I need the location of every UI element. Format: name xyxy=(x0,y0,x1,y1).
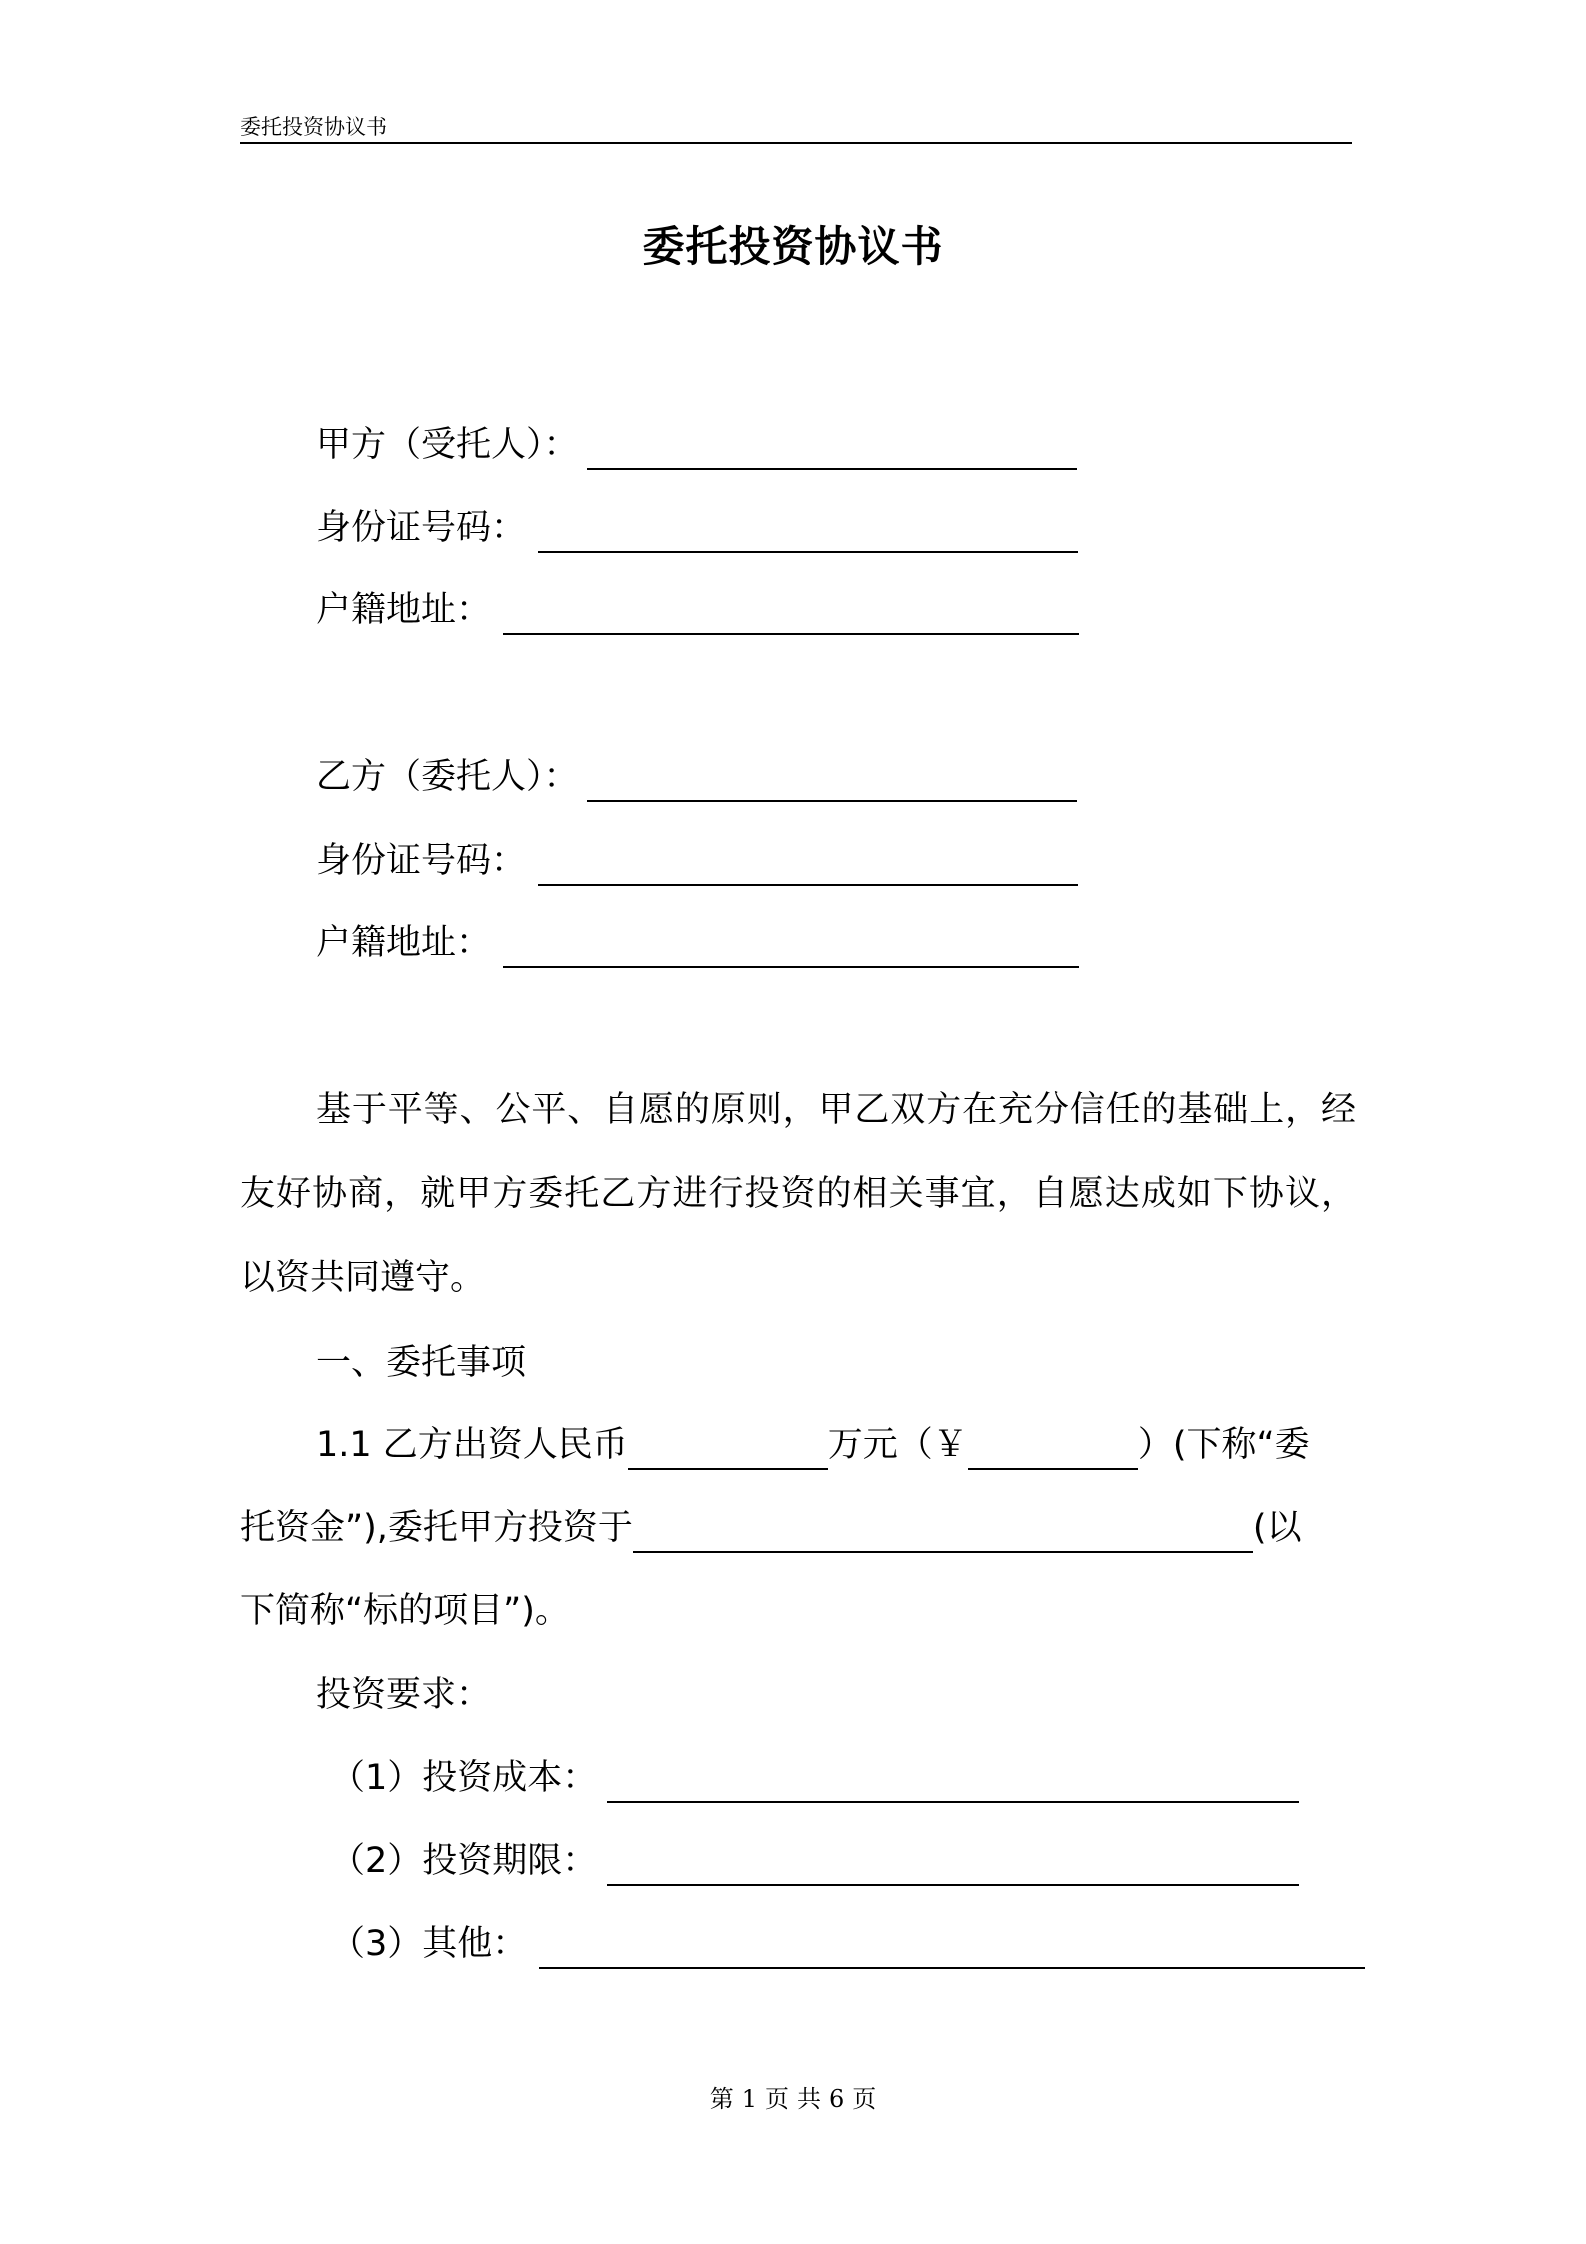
party-b-id-label: 身份证号码： xyxy=(316,841,527,881)
party-a-id-row xyxy=(316,503,1078,553)
party-a-name-field[interactable] xyxy=(587,428,1077,470)
running-header-title: 委托投资协议书 xyxy=(240,115,387,139)
requirement-cost-label: （1）投资成本： xyxy=(330,1758,598,1798)
investment-other-field[interactable] xyxy=(539,1927,1365,1969)
clause-1-1-text-3: ）(下称“委 xyxy=(1137,1425,1310,1465)
party-b-address-row xyxy=(316,918,1079,968)
party-b-id-field[interactable] xyxy=(538,844,1078,886)
requirement-term-label: （2）投资期限： xyxy=(330,1841,598,1881)
investment-target-field[interactable] xyxy=(633,1511,1253,1553)
party-a-address-label: 户籍地址： xyxy=(316,590,492,630)
page-footer xyxy=(0,2082,1586,2116)
party-b-name-label: 乙方（委托人）： xyxy=(316,757,579,797)
footer-total-prefix: 共 xyxy=(797,2085,821,2113)
clause-1-1-text-5: (以 xyxy=(1252,1508,1302,1548)
footer-total-word: 页 xyxy=(852,2085,877,2113)
document-title: 委托投资协议书 xyxy=(642,222,944,271)
party-b-name-field[interactable] xyxy=(587,760,1077,802)
clause-1-1-line-3: 下简称“标的项目”)。 xyxy=(240,1591,570,1631)
footer-page-prefix: 第 xyxy=(709,2085,734,2113)
investment-term-field[interactable] xyxy=(607,1844,1299,1886)
running-header xyxy=(240,112,1352,144)
section-1-heading: 一、委托事项 xyxy=(316,1343,527,1383)
party-a-address-field[interactable] xyxy=(503,593,1079,635)
footer-page-number: 1 xyxy=(741,2085,757,2113)
party-b-name-row xyxy=(316,752,1077,802)
requirement-term-row xyxy=(330,1836,1299,1886)
party-b-address-field[interactable] xyxy=(503,926,1079,968)
requirement-other-label: （3）其他： xyxy=(330,1924,528,1964)
clause-1-1-text-2: 万元（￥ xyxy=(827,1425,968,1465)
requirement-other-row xyxy=(330,1919,1365,1969)
party-a-name-label: 甲方（受托人）： xyxy=(316,425,579,465)
investment-cost-field[interactable] xyxy=(607,1761,1299,1803)
party-b-address-label: 户籍地址： xyxy=(316,923,492,963)
footer-page-word: 页 xyxy=(765,2085,789,2113)
party-a-address-row xyxy=(316,585,1079,635)
investment-requirements-label: 投资要求： xyxy=(316,1675,492,1715)
party-a-name-row xyxy=(316,420,1077,470)
clause-1-1-text-4: 托资金”),委托甲方投资于 xyxy=(240,1508,633,1548)
footer-total-pages: 6 xyxy=(829,2085,845,2113)
clause-1-1-line-2 xyxy=(240,1503,1302,1553)
amount-yuan-field[interactable] xyxy=(968,1428,1138,1470)
party-a-id-field[interactable] xyxy=(538,511,1078,553)
clause-1-1-text-1: 1.1 乙方出资人民币 xyxy=(316,1425,628,1465)
requirement-cost-row xyxy=(330,1753,1299,1803)
party-a-id-label: 身份证号码： xyxy=(316,508,527,548)
party-b-id-row xyxy=(316,836,1078,886)
preamble-paragraph: 基于平等、公平、自愿的原则，甲乙双方在充分信任的基础上，经友好协商，就甲方委托乙方进行投资的相关事宜，自愿达成如下协议，以资共同遵守。 xyxy=(240,1090,1356,1298)
amount-wan-field[interactable] xyxy=(628,1428,828,1470)
clause-1-1-line-1 xyxy=(316,1420,1310,1470)
